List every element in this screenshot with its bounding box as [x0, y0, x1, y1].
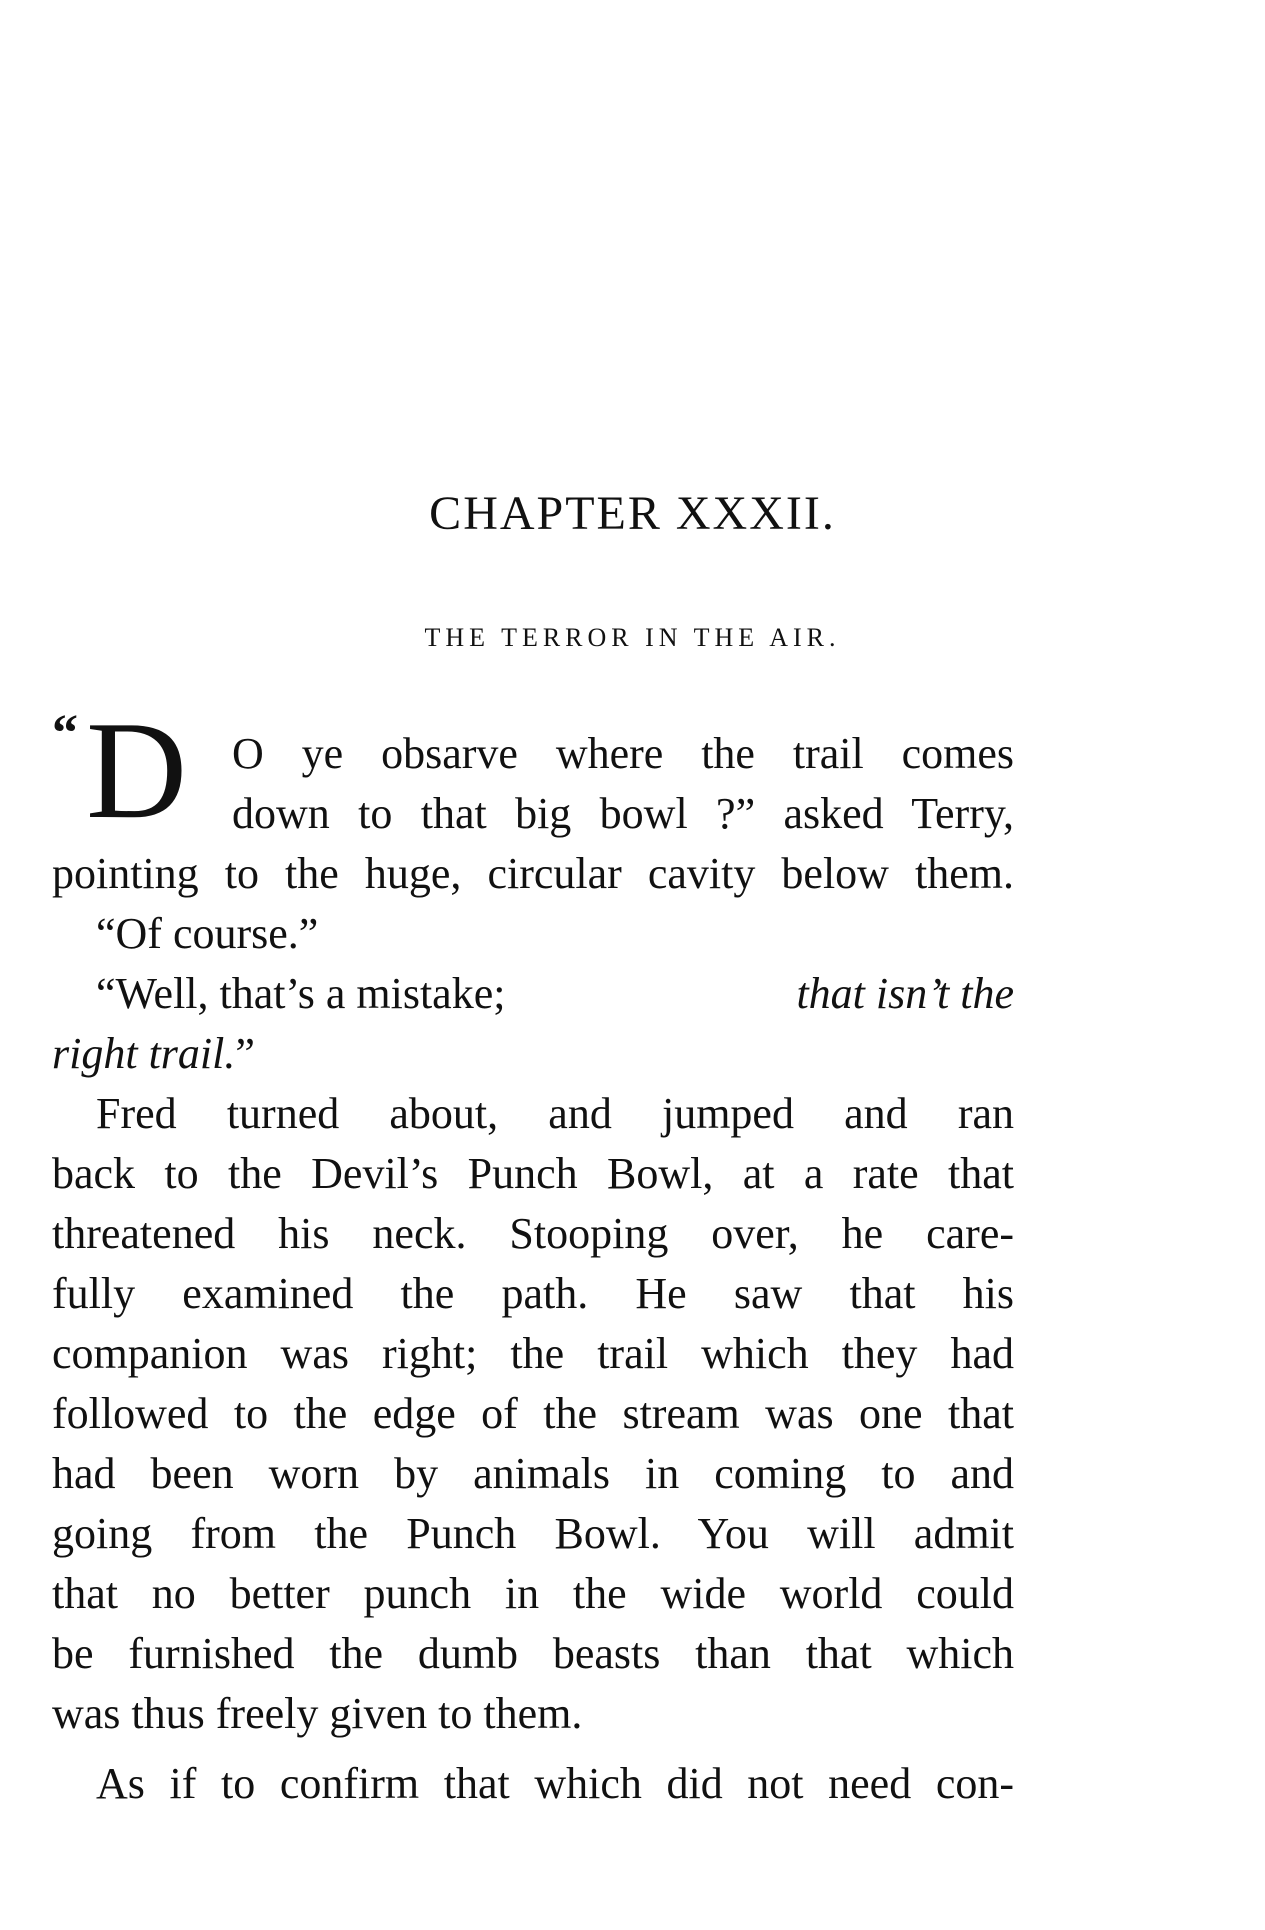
dialogue-line-3-end: ”	[235, 1029, 255, 1078]
paragraph1-line-10: be furnished the dumb beasts than that which	[52, 1629, 1014, 1678]
dialogue-line-2	[96, 966, 1014, 1022]
paragraph1-line-2: back to the Devil’s Punch Bowl, at a rate that	[52, 1149, 1014, 1198]
paragraph2-line-1: As if to confirm that which did not need con-	[96, 1759, 1014, 1808]
dialogue-line-3-italic: right trail.	[52, 1029, 236, 1078]
paragraph1-line-5: companion was right; the trail which they had	[52, 1329, 1014, 1378]
paragraph1-line-9: that no better punch in the wide world could	[52, 1569, 1014, 1618]
paragraph1-line-1: Fred turned about, and jumped and ran	[96, 1089, 1014, 1138]
dialogue-line-2-text: “Well, that’s a mistake;	[96, 969, 506, 1018]
drop-cap-letter: D	[86, 693, 188, 848]
paragraph1-line-11: was thus freely given to them.	[52, 1689, 583, 1738]
dialogue-line-1: “Of course.”	[96, 909, 319, 958]
chapter-subtitle: THE TERROR IN THE AIR.	[424, 623, 841, 652]
opening-line-3: pointing to the huge, circular cavity below them.	[52, 849, 1014, 898]
paragraph1-line-7: had been worn by animals in coming to and	[52, 1449, 1014, 1498]
opening-quote-mark: “	[52, 705, 78, 762]
paragraph1-line-6: followed to the edge of the stream was one that	[52, 1389, 1014, 1438]
opening-line-1: O ye obsarve where the trail comes	[232, 729, 1014, 778]
paragraph1-line-3: threatened his neck. Stooping over, he care-	[52, 1209, 1014, 1258]
dialogue-line-2-italic: that isn’t the	[796, 969, 1014, 1018]
opening-line-2: down to that big bowl ?” asked Terry,	[232, 789, 1014, 838]
paragraph1-line-4: fully examined the path. He saw that his	[52, 1269, 1014, 1318]
chapter-title: CHAPTER XXXII.	[429, 487, 836, 540]
dialogue-line-3	[52, 1026, 255, 1082]
paragraph1-line-8: going from the Punch Bowl. You will admit	[52, 1509, 1014, 1558]
